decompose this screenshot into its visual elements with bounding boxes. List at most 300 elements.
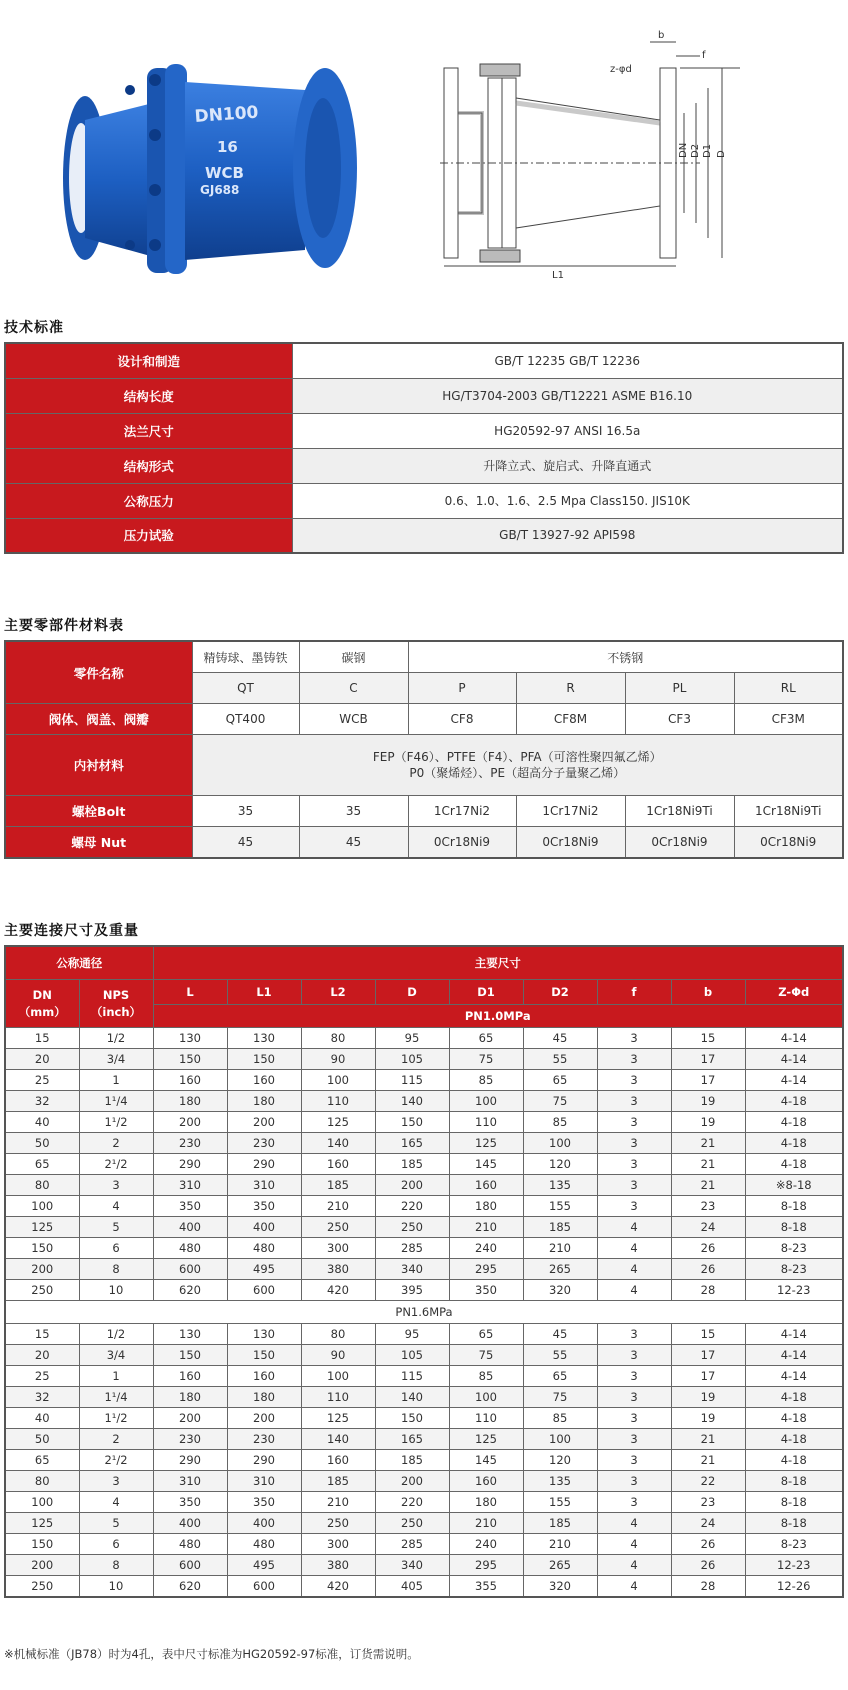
- table-cell: 150: [375, 1408, 449, 1429]
- table-cell: 350: [227, 1196, 301, 1217]
- row-label: 压力试验: [5, 518, 292, 553]
- table-row: [5, 1091, 843, 1112]
- table-cell: 250: [5, 1576, 79, 1598]
- col-header-zd: Z-Φd: [745, 980, 843, 1005]
- table-cell: 4: [597, 1513, 671, 1534]
- code-cell: P: [408, 673, 516, 704]
- table-cell: 250: [301, 1217, 375, 1238]
- table-cell: 3: [597, 1387, 671, 1408]
- table-cell: 20: [5, 1049, 79, 1070]
- table-row: [5, 1324, 843, 1345]
- table-cell: 3/4: [79, 1049, 153, 1070]
- table-cell: 600: [227, 1576, 301, 1598]
- table-cell: 4-18: [745, 1387, 843, 1408]
- table-cell: 200: [5, 1259, 79, 1280]
- col-header-d1: D1: [449, 980, 523, 1005]
- row-label: 法兰尺寸: [5, 413, 292, 448]
- table-cell: 75: [449, 1345, 523, 1366]
- table-cell: 405: [375, 1576, 449, 1598]
- drawing-label-zd: z-φd: [610, 64, 632, 75]
- table-cell: 2¹/2: [79, 1154, 153, 1175]
- casting-text-pn: 16: [217, 138, 238, 156]
- table-cell: 480: [227, 1534, 301, 1555]
- body-value: WCB: [299, 704, 408, 735]
- table-cell: 180: [449, 1196, 523, 1217]
- drawing-label-d2: D2: [690, 143, 701, 158]
- table-cell: 1/2: [79, 1028, 153, 1049]
- body-value: QT400: [192, 704, 299, 735]
- table-cell: 145: [449, 1450, 523, 1471]
- table-cell: 400: [227, 1513, 301, 1534]
- table-cell: 160: [449, 1175, 523, 1196]
- drawing-label-b: b: [658, 30, 665, 41]
- table-cell: 21: [671, 1154, 745, 1175]
- nut-label: 螺母 Nut: [5, 827, 192, 859]
- table-cell: 145: [449, 1154, 523, 1175]
- table-cell: 3: [597, 1028, 671, 1049]
- table-cell: 15: [671, 1028, 745, 1049]
- table-cell: 185: [523, 1513, 597, 1534]
- table-cell: 100: [301, 1070, 375, 1091]
- table-cell: 600: [153, 1259, 227, 1280]
- table-cell: 65: [449, 1028, 523, 1049]
- table-cell: 10: [79, 1280, 153, 1301]
- table-cell: 110: [301, 1387, 375, 1408]
- table-cell: 8-18: [745, 1513, 843, 1534]
- table-cell: 340: [375, 1555, 449, 1576]
- table-cell: 12-26: [745, 1576, 843, 1598]
- table-cell: 28: [671, 1576, 745, 1598]
- table-cell: 3/4: [79, 1345, 153, 1366]
- group-stainless-steel: 不锈钢: [408, 641, 843, 673]
- table-cell: 185: [523, 1217, 597, 1238]
- table-cell: 80: [5, 1175, 79, 1196]
- table-cell: 400: [227, 1217, 301, 1238]
- table-cell: 100: [301, 1366, 375, 1387]
- table-cell: 50: [5, 1133, 79, 1154]
- table-cell: 21: [671, 1429, 745, 1450]
- table-cell: 19: [671, 1408, 745, 1429]
- table-cell: 135: [523, 1175, 597, 1196]
- table-cell: 3: [597, 1408, 671, 1429]
- table-cell: 210: [301, 1196, 375, 1217]
- row-value: HG/T3704-2003 GB/T12221 ASME B16.10: [292, 378, 843, 413]
- group-carbon-steel: 碳钢: [299, 641, 408, 673]
- table-cell: 300: [301, 1238, 375, 1259]
- table-cell: 28: [671, 1280, 745, 1301]
- table-cell: 210: [449, 1217, 523, 1238]
- bolt-value: 35: [192, 796, 299, 827]
- table-cell: 4-18: [745, 1450, 843, 1471]
- table-cell: 210: [449, 1513, 523, 1534]
- table-row: [5, 343, 843, 378]
- casting-text-dn: DN100: [193, 102, 260, 127]
- section-title-tech-standards: 技术标准: [4, 320, 64, 336]
- table-cell: 150: [153, 1049, 227, 1070]
- table-cell: 160: [227, 1366, 301, 1387]
- lining-line-1: FEP（F46）、PTFE（F4）、PFA（可溶性聚四氟乙烯）: [372, 750, 662, 764]
- table-cell: 480: [227, 1238, 301, 1259]
- table-cell: 140: [375, 1387, 449, 1408]
- table-cell: 200: [5, 1555, 79, 1576]
- row-value: HG20592-97 ANSI 16.5a: [292, 413, 843, 448]
- table-cell: 420: [301, 1576, 375, 1598]
- col-header-d2: D2: [523, 980, 597, 1005]
- table-cell: 4: [597, 1280, 671, 1301]
- footnote: ※机械标准（JB78）时为4孔，表中尺寸标准为HG20592-97标准，订货需说明。: [4, 1647, 419, 1661]
- code-cell: R: [516, 673, 625, 704]
- table-row: [5, 1238, 843, 1259]
- table-cell: 600: [153, 1555, 227, 1576]
- table-cell: 4: [597, 1259, 671, 1280]
- table-cell: 8: [79, 1555, 153, 1576]
- nut-value: 0Cr18Ni9: [625, 827, 734, 859]
- table-cell: 8-23: [745, 1238, 843, 1259]
- table-cell: 125: [301, 1408, 375, 1429]
- nut-value: 0Cr18Ni9: [734, 827, 843, 859]
- table-cell: 160: [153, 1070, 227, 1091]
- table-cell: 120: [523, 1154, 597, 1175]
- bolt-value: 1Cr18Ni9Ti: [625, 796, 734, 827]
- table-cell: 110: [449, 1112, 523, 1133]
- table-cell: 4-18: [745, 1154, 843, 1175]
- table-row: [5, 483, 843, 518]
- table-row: [5, 1175, 843, 1196]
- table-cell: 23: [671, 1196, 745, 1217]
- nps-header: [79, 980, 153, 1028]
- table-cell: 200: [375, 1471, 449, 1492]
- table-cell: 1¹/4: [79, 1387, 153, 1408]
- table-cell: 120: [523, 1450, 597, 1471]
- table-cell: 4-14: [745, 1070, 843, 1091]
- table-cell: 420: [301, 1280, 375, 1301]
- table-cell: 95: [375, 1324, 449, 1345]
- table-cell: 140: [301, 1429, 375, 1450]
- table-cell: 80: [301, 1324, 375, 1345]
- table-cell: 3: [597, 1112, 671, 1133]
- table-cell: 26: [671, 1555, 745, 1576]
- table-cell: 21: [671, 1133, 745, 1154]
- table-cell: 125: [5, 1513, 79, 1534]
- table-cell: 3: [597, 1366, 671, 1387]
- table-cell: 6: [79, 1238, 153, 1259]
- table-row: [5, 378, 843, 413]
- table-cell: 310: [153, 1471, 227, 1492]
- table-cell: 3: [597, 1070, 671, 1091]
- table-cell: 3: [79, 1471, 153, 1492]
- table-cell: 200: [375, 1175, 449, 1196]
- table-cell: 12-23: [745, 1280, 843, 1301]
- table-cell: 1: [79, 1366, 153, 1387]
- table-cell: 150: [153, 1345, 227, 1366]
- table-cell: 110: [301, 1091, 375, 1112]
- table-cell: 26: [671, 1534, 745, 1555]
- body-value: CF3M: [734, 704, 843, 735]
- table-cell: 100: [523, 1429, 597, 1450]
- table-cell: 4: [597, 1238, 671, 1259]
- table-cell: 8-18: [745, 1196, 843, 1217]
- table-cell: 495: [227, 1555, 301, 1576]
- table-cell: 230: [153, 1133, 227, 1154]
- table-cell: 355: [449, 1576, 523, 1598]
- table-row: [5, 1112, 843, 1133]
- bolt-value: 1Cr17Ni2: [516, 796, 625, 827]
- table-cell: 110: [449, 1408, 523, 1429]
- table-cell: 85: [449, 1366, 523, 1387]
- table-cell: 290: [227, 1450, 301, 1471]
- table-cell: 185: [301, 1175, 375, 1196]
- table-cell: 150: [375, 1112, 449, 1133]
- table-cell: 32: [5, 1387, 79, 1408]
- table-cell: 4: [597, 1217, 671, 1238]
- table-row: [5, 1429, 843, 1450]
- table-cell: 23: [671, 1492, 745, 1513]
- table-row: [5, 1028, 843, 1049]
- table-cell: 3: [597, 1154, 671, 1175]
- table-cell: 160: [153, 1366, 227, 1387]
- table-cell: 45: [523, 1324, 597, 1345]
- table-cell: 250: [375, 1217, 449, 1238]
- table-cell: 15: [5, 1028, 79, 1049]
- valve-technical-drawing: [440, 28, 748, 278]
- table-cell: 19: [671, 1112, 745, 1133]
- table-cell: 130: [153, 1028, 227, 1049]
- table-row: [5, 1408, 843, 1429]
- table-cell: 15: [5, 1324, 79, 1345]
- table-cell: 180: [227, 1387, 301, 1408]
- table-cell: 240: [449, 1238, 523, 1259]
- table-cell: 400: [153, 1217, 227, 1238]
- table-cell: 4: [597, 1534, 671, 1555]
- body-label: 阀体、阀盖、阀瓣: [5, 704, 192, 735]
- row-label: 公称压力: [5, 483, 292, 518]
- table-row: [5, 1259, 843, 1280]
- table-cell: 95: [375, 1028, 449, 1049]
- table-cell: 310: [227, 1471, 301, 1492]
- code-cell: RL: [734, 673, 843, 704]
- code-cell: QT: [192, 673, 299, 704]
- table-cell: 160: [449, 1471, 523, 1492]
- lining-label: 内衬材料: [5, 735, 192, 796]
- table-cell: 220: [375, 1492, 449, 1513]
- table-cell: 25: [5, 1070, 79, 1091]
- table-cell: 6: [79, 1534, 153, 1555]
- table-cell: 320: [523, 1280, 597, 1301]
- table-cell: 3: [597, 1133, 671, 1154]
- table-cell: 24: [671, 1513, 745, 1534]
- table-cell: 4-18: [745, 1091, 843, 1112]
- table-row: [5, 1450, 843, 1471]
- table-cell: 24: [671, 1217, 745, 1238]
- table-cell: 210: [523, 1534, 597, 1555]
- table-cell: 4: [79, 1492, 153, 1513]
- tech-standards-table: [4, 342, 844, 554]
- table-cell: 3: [597, 1471, 671, 1492]
- table-cell: 180: [153, 1091, 227, 1112]
- drawing-label-dn: DN: [678, 142, 689, 158]
- lining-value: [192, 735, 843, 796]
- table-cell: 4-18: [745, 1429, 843, 1450]
- table-cell: 400: [153, 1513, 227, 1534]
- table-cell: 4-14: [745, 1049, 843, 1070]
- table-cell: 17: [671, 1345, 745, 1366]
- table-cell: 3: [597, 1429, 671, 1450]
- group-ductile-iron: 精铸球、墨铸铁: [192, 641, 299, 673]
- table-row: [5, 1345, 843, 1366]
- table-cell: 15: [671, 1324, 745, 1345]
- table-cell: 130: [153, 1324, 227, 1345]
- table-row: [5, 1555, 843, 1576]
- table-cell: 200: [227, 1112, 301, 1133]
- dn-header-unit: （mm）: [18, 1004, 66, 1019]
- table-cell: 155: [523, 1492, 597, 1513]
- table-cell: 8-18: [745, 1492, 843, 1513]
- table-cell: 240: [449, 1534, 523, 1555]
- table-cell: 4: [597, 1555, 671, 1576]
- table-cell: 160: [301, 1450, 375, 1471]
- table-cell: 285: [375, 1534, 449, 1555]
- bolt-value: 1Cr18Ni9Ti: [734, 796, 843, 827]
- table-cell: 160: [301, 1154, 375, 1175]
- table-cell: 495: [227, 1259, 301, 1280]
- table-cell: 300: [301, 1534, 375, 1555]
- table-cell: 3: [597, 1492, 671, 1513]
- table-cell: 140: [375, 1091, 449, 1112]
- table-cell: 380: [301, 1259, 375, 1280]
- table-cell: 125: [449, 1133, 523, 1154]
- table-cell: 125: [5, 1217, 79, 1238]
- table-cell: 8: [79, 1259, 153, 1280]
- nut-value: 45: [299, 827, 408, 859]
- table-cell: 100: [523, 1133, 597, 1154]
- valve-product-photo: [55, 60, 375, 275]
- table-cell: 350: [153, 1492, 227, 1513]
- table-cell: 230: [227, 1429, 301, 1450]
- table-cell: 620: [153, 1280, 227, 1301]
- table-cell: 150: [227, 1049, 301, 1070]
- table-cell: 185: [375, 1154, 449, 1175]
- table-cell: 150: [227, 1345, 301, 1366]
- table-cell: 135: [523, 1471, 597, 1492]
- table-row: [5, 1154, 843, 1175]
- table-cell: 350: [227, 1492, 301, 1513]
- dimensions-table: [4, 945, 844, 1598]
- table-cell: 4: [79, 1196, 153, 1217]
- nut-value: 0Cr18Ni9: [516, 827, 625, 859]
- table-cell: 26: [671, 1238, 745, 1259]
- table-cell: 210: [301, 1492, 375, 1513]
- nps-header-unit: （inch）: [90, 1004, 142, 1019]
- table-cell: 340: [375, 1259, 449, 1280]
- body-value: CF8: [408, 704, 516, 735]
- table-cell: 130: [227, 1324, 301, 1345]
- table-row: [5, 1049, 843, 1070]
- table-row: [5, 1133, 843, 1154]
- table-cell: 5: [79, 1513, 153, 1534]
- table-cell: 12-23: [745, 1555, 843, 1576]
- table-row: [5, 1196, 843, 1217]
- table-cell: 3: [79, 1175, 153, 1196]
- table-cell: 310: [227, 1175, 301, 1196]
- bolt-label: 螺栓Bolt: [5, 796, 192, 827]
- table-cell: 8-23: [745, 1534, 843, 1555]
- table-row: [5, 1534, 843, 1555]
- table-cell: 40: [5, 1408, 79, 1429]
- table-cell: 55: [523, 1345, 597, 1366]
- table-cell: 100: [5, 1196, 79, 1217]
- col-header-l1: L1: [227, 980, 301, 1005]
- table-cell: 19: [671, 1091, 745, 1112]
- table-cell: 100: [5, 1492, 79, 1513]
- table-cell: 105: [375, 1049, 449, 1070]
- table-cell: 290: [227, 1154, 301, 1175]
- table-cell: 90: [301, 1345, 375, 1366]
- table-cell: 4-18: [745, 1112, 843, 1133]
- materials-table: [4, 640, 844, 859]
- table-cell: 295: [449, 1259, 523, 1280]
- drawing-label-d: D: [716, 150, 727, 158]
- table-cell: 75: [449, 1049, 523, 1070]
- casting-text-material: WCB: [205, 164, 244, 182]
- table-cell: 310: [153, 1175, 227, 1196]
- table-cell: 4-14: [745, 1366, 843, 1387]
- table-cell: 200: [227, 1408, 301, 1429]
- code-cell: C: [299, 673, 408, 704]
- table-cell: 65: [523, 1070, 597, 1091]
- table-cell: 125: [449, 1429, 523, 1450]
- table-cell: 3: [597, 1196, 671, 1217]
- table-cell: 10: [79, 1576, 153, 1598]
- table-cell: 32: [5, 1091, 79, 1112]
- body-value: CF8M: [516, 704, 625, 735]
- table-cell: 265: [523, 1555, 597, 1576]
- bolt-value: 35: [299, 796, 408, 827]
- table-cell: 480: [153, 1238, 227, 1259]
- table-cell: 290: [153, 1450, 227, 1471]
- table-cell: 21: [671, 1175, 745, 1196]
- table-cell: 230: [227, 1133, 301, 1154]
- nut-value: 0Cr18Ni9: [408, 827, 516, 859]
- table-cell: 75: [523, 1387, 597, 1408]
- table-cell: 21: [671, 1450, 745, 1471]
- table-cell: 4: [597, 1576, 671, 1598]
- main-dimensions-header: 主要尺寸: [153, 946, 843, 980]
- table-cell: 130: [227, 1028, 301, 1049]
- table-cell: 65: [5, 1154, 79, 1175]
- table-row: [5, 1492, 843, 1513]
- table-cell: 55: [523, 1049, 597, 1070]
- table-cell: 8-23: [745, 1259, 843, 1280]
- table-cell: 105: [375, 1345, 449, 1366]
- section-title-materials: 主要零部件材料表: [4, 618, 124, 634]
- dn-header-label: DN: [32, 987, 52, 1002]
- table-cell: 8-18: [745, 1471, 843, 1492]
- table-cell: 165: [375, 1133, 449, 1154]
- table-cell: 85: [523, 1112, 597, 1133]
- table-cell: 65: [523, 1366, 597, 1387]
- table-cell: 65: [449, 1324, 523, 1345]
- table-cell: 75: [523, 1091, 597, 1112]
- table-cell: 395: [375, 1280, 449, 1301]
- table-cell: 45: [523, 1028, 597, 1049]
- table-row: [5, 1513, 843, 1534]
- table-cell: 160: [227, 1070, 301, 1091]
- table-cell: 2: [79, 1133, 153, 1154]
- bolt-value: 1Cr17Ni2: [408, 796, 516, 827]
- table-cell: 17: [671, 1366, 745, 1387]
- table-cell: 50: [5, 1429, 79, 1450]
- table-cell: 85: [523, 1408, 597, 1429]
